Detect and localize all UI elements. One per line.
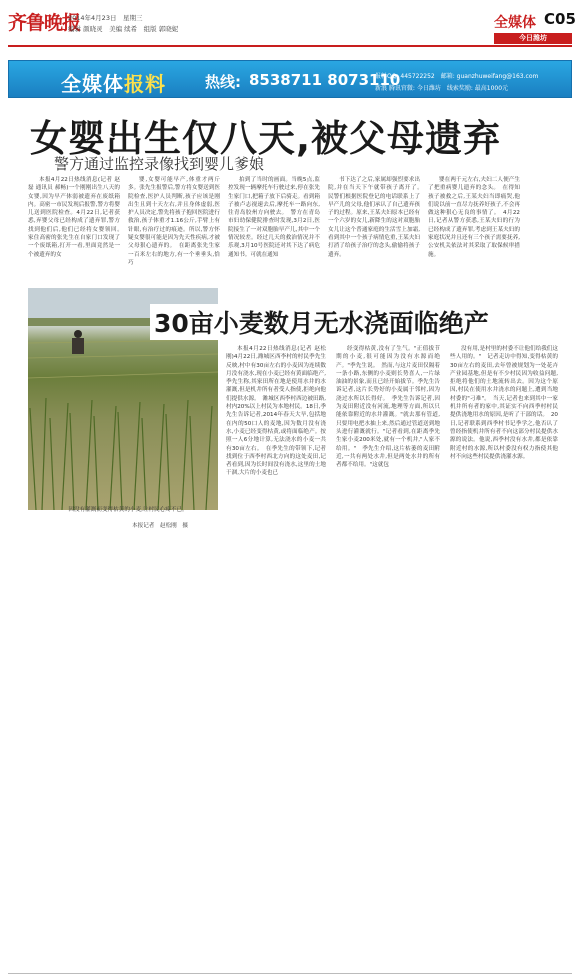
article1-column-1 bbox=[28, 176, 126, 282]
hotline-brand bbox=[61, 68, 166, 97]
hotline-banner bbox=[8, 60, 572, 98]
article2-column-2 bbox=[336, 345, 440, 525]
article2-column-1-text: 本报4月22日热线消息(记者 赵松刚)4月22日,潍城区西李村的村民季先生反映,村中有30亩左右的小麦因为连续数月没有浇水,现在小麦已经有黄面临绝产,季先生称,其家田所在地是使用水井的水灌溉,但是机井所有者受人指使,拒绝向他们提供水源。 潍城区西李村西边被田路,村内20%以上村民为本地村民。18日,季先生告诉记者,2014年春天大旱,包括地在内的50口人的麦地,因为数月没有浇水,小麦已经变得枯黄,或将面临绝产。按照一人6分地计算,无法浇水的小麦一共有30亩左右。 在季先生的带领下,记者找到位于西李村西北方向的这处麦田,记者看到,因为长时间没有浇水,这里的土地干涸,大片的小麦也已 bbox=[226, 346, 326, 477]
photo-caption: 因没有灌溉而变得枯黄的小麦,让村民心疼不已。 bbox=[68, 507, 188, 513]
hotline-phone: 8538711 8073110 bbox=[249, 71, 401, 89]
article1-column-4-text: 书下达了之后,家属却强烈要求出院,并在当天下午就带孩子离开了。 民警们根据医院登记的电话联系上了早产儿的父母,他们承认了自己遗弃孩子的过程。原来,王某夫妇原本已经有一个六岁的女儿,新降生的这对双胞胎女儿让这个普通家庭的生活雪上加霜,看到其中一个孩子病情危重,王某夫妇打消了给孩子治疗的念头,偷偷将孩子遗弃。 bbox=[328, 177, 426, 258]
article1-column-2-text: 婴,女婴可能早产,体重才两斤多。张先生报警后,警方将女婴送到医院检查,医护人员判断,孩子应该是刚出生且到十天左右,并且身体虚弱,医护人员决定,警先将孩子抱回医院进行救治,孩子体重才1.16公斤,手臂上有针眼,有治疗过的痕迹。所以,警方怀疑女婴很可能是因为先天性疾病,才被父母狠心遗弃的。 在距离张先生家一百米左右的地方,有一个垂垂头,恰巧 bbox=[128, 177, 220, 266]
article1-column-5-text: 婴在两千元左右,夫妇二人便产生了把重病婴儿遗弃的念头。 在得知孩子被救之后,王某夫妇当即痛哭,他们说以前一直尽力抚养好孩子,不会再做这种狠心无良的事情了。 4月22日,记者从警方获悉,王某夫妇的行为已经构成了遗弃罪,考虑到王某夫妇的家庭状况并且还有三个孩子需要抚养,公安机关依法对其采取了取保候审措施。 bbox=[428, 177, 520, 258]
article1-column-2 bbox=[128, 176, 220, 282]
article1-column-4 bbox=[328, 176, 426, 282]
section-name: 全媒体 bbox=[494, 15, 536, 31]
page-bottom-rule bbox=[8, 973, 572, 974]
hotline-phone-label: 热线: bbox=[205, 73, 241, 91]
hotline-brand-accent: 报料 bbox=[124, 72, 166, 96]
article2-column-2-text: 经变得枯黄,没有了生气。"正值拔节期的小麦,很可能因为没有水源而绝产。"季先生说。 然而,与这片麦田仅隔着一条小路,东侧的小麦则长势喜人,一片绿油油的景象,而且已经开始拔节。季先生告诉记者,这片长势好的小麦属于邻村,因为浇过水所以长得好。 季先生告诉记者,因为麦田附近没有河流,地理等方面,所以只能依靠附近的水井灌溉。"就去那有管道,只要用电把水抽上来,然后通过管道送到地头进行灌溉就行。"记者看到,在距离季先生家小麦200米处,就有一个机井,"人家不给用。" 季先生介绍,这片枯萎的麦田附近,一共有两处水井,但是两处水井的所有者都不给用。"这就包 bbox=[336, 346, 440, 469]
article2-column-3-text: 没有用,是村里的村委不让他们给我们这些人用的。" 记者走访中得知,变得枯黄的30亩左右的麦田,去年曾被规划为一处花卉产业园基地,但是有不少村民因为收益问题,拒绝将他们的土地流转出去。因为这个原因,村民在使用水井浇水的问题上,遭到当地村委的"刁难"。 当天,记者也来到其中一家机井所有者的家中,其证实不向西季村村民提供浇地用水的原因,是听了干部的话。 20日,记者联系到西季村书记季学之,他否认了曾经指使机井所有者不向这部分村民提供水源的说法。他说,西季村没有水井,都是依靠附近村的水源,所以村委没有权力指使其他村不向这些村民提供浇灌水源。 bbox=[450, 346, 558, 460]
article1-headline: 女婴出生仅八天,被父母遗弃 bbox=[30, 117, 502, 160]
article1-column-1-text: 本报4月22日热线消息(记者 赵磊 通讯员 郝畅)一个刚刚出生八天的女婴,因为早产体弱被遗弃在废纸箱内。高密一市民发现后报警,警方将婴儿送到医院检查。4月22日,记者获悉,弃婴父母已经构成了遗弃罪,警方找到他们后,他们已经将女婴领回。 家住高密的张先生在自家门口发现了一个废纸箱,打开一看,里面竟然是一个被遗弃的女 bbox=[28, 177, 126, 258]
date-line: 2014年4月23日 星期三 bbox=[68, 14, 143, 22]
article2-headline: 30亩小麦数月无水浇面临绝产 bbox=[150, 304, 493, 340]
section-tab: 今日潍坊 bbox=[494, 33, 572, 44]
photo-byline: 本报记者 赵松刚 摄 bbox=[132, 523, 188, 529]
article1-subhead: 警方通过监控录像找到婴儿爹娘 bbox=[54, 155, 265, 173]
article1-column-3 bbox=[228, 176, 320, 282]
hotline-brand-main: 全媒体 bbox=[61, 72, 124, 96]
hotline-reward-info: 新浪 腾讯官微: 今日潍坊 线索奖励: 最高1000元 bbox=[375, 85, 509, 92]
editors-line: 编辑 颜晓灵 美编 续希 组版 郭晓妮 bbox=[68, 25, 179, 33]
farmer-figure bbox=[72, 330, 84, 354]
masthead-rule bbox=[8, 45, 572, 47]
page-number: C05 bbox=[544, 10, 576, 28]
article2-column-1 bbox=[226, 345, 326, 525]
newspaper-logo: 齐鲁晚报 bbox=[8, 12, 81, 34]
hotline-contact-info: 报料QQ: 445722252 邮箱: guanzhuweifang@163.com bbox=[375, 73, 539, 80]
article1-column-5 bbox=[428, 176, 520, 282]
article2-column-3 bbox=[450, 345, 558, 525]
article1-column-3-text: 拍到了当时的画面。当晚5点,监控发现一辆摩托车行驶过来,停在张先生家门口,把箱子放下后骑走。看到箱子被卢志视速去后,摩托车一路向东,往青岛胶州方向驶去。 警方在青岛市妇幼保健院排查时发现,3月2日,医院接生了一对双胞胎早产儿,其中一个情况较差。经过几天的救治情况并不乐观,3月10号医院还对其下达了病危通知书。可就在通知 bbox=[228, 177, 320, 258]
